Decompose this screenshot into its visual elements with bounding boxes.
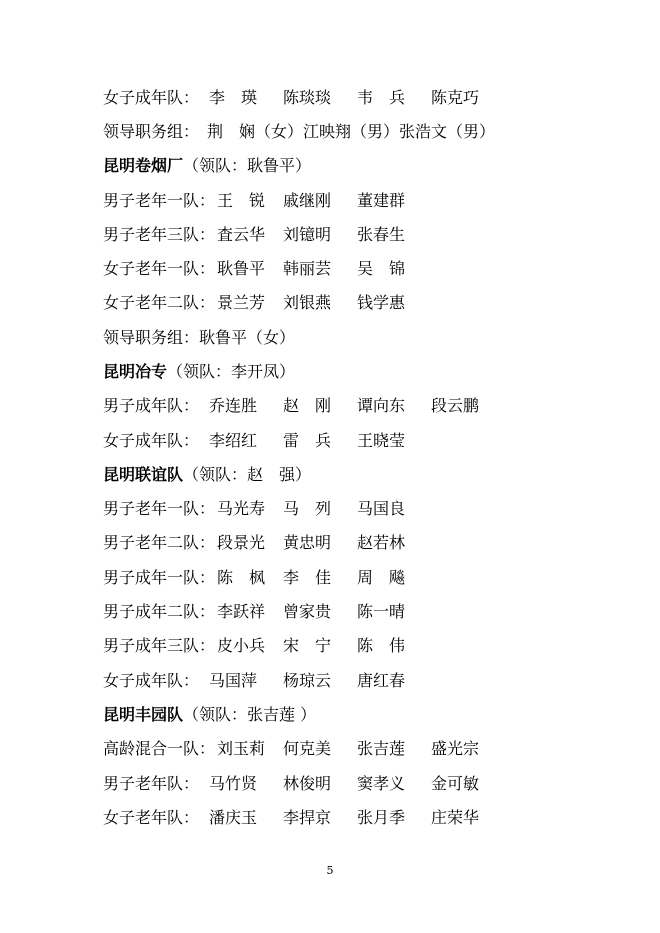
member-name: 皮小兵 (217, 636, 266, 655)
team-label: 女子成年队： (103, 88, 200, 107)
member-name: 段景光 (217, 533, 266, 552)
member-name: 马 列 (283, 499, 332, 518)
member-name: 周 飚 (357, 568, 406, 587)
member-name: 雷 兵 (283, 431, 332, 450)
member-name: 张吉莲 (357, 739, 406, 758)
member-name: 段云鹏 (431, 396, 480, 415)
member-name: 陈 伟 (357, 636, 406, 655)
member-name: 曾家贵 (283, 602, 332, 621)
team-leader: （领队：赵 强） (183, 465, 312, 484)
member-name: 王晓莹 (357, 431, 406, 450)
organization-heading (103, 153, 311, 179)
member-name: 马竹贤 (209, 774, 258, 793)
member-name: 李跃祥 (217, 602, 266, 621)
organization-name: 昆明卷烟厂 (103, 156, 184, 175)
organization-heading (103, 702, 316, 728)
member-name: 谭向东 (357, 396, 406, 415)
member-name: 张春生 (357, 225, 406, 244)
team-label: 男子老年三队： (103, 225, 216, 244)
member-name: 何克美 (283, 739, 332, 758)
team-label: 男子成年一队： (103, 568, 216, 587)
team-label: 男子老年二队： (103, 533, 216, 552)
team-leader: （领队：张吉莲 ） (183, 705, 317, 724)
member-name: 潘庆玉 (209, 808, 258, 827)
member-name: 赵 刚 (283, 396, 332, 415)
organization-heading (103, 359, 295, 385)
roster-text: 领导职务组： 荆 娴（女）江映翔（男）张浩文（男） (103, 122, 496, 141)
member-name: 王 锐 (217, 191, 266, 210)
member-name: 戚继刚 (283, 191, 332, 210)
member-name: 马光寿 (217, 499, 266, 518)
member-name: 钱学惠 (357, 293, 406, 312)
team-leader: （领队：李开凤） (167, 362, 296, 381)
member-name: 黄忠明 (283, 533, 332, 552)
team-label: 男子成年二队： (103, 602, 216, 621)
member-name: 马国萍 (209, 671, 258, 690)
member-name: 窦孝义 (357, 774, 406, 793)
member-name: 刘镱明 (283, 225, 332, 244)
member-name: 李绍红 (209, 431, 258, 450)
team-label: 女子老年队： (103, 808, 200, 827)
member-name: 陈一晴 (357, 602, 406, 621)
member-name: 庄荣华 (431, 808, 480, 827)
team-label: 女子老年二队： (103, 293, 216, 312)
organization-name: 昆明丰园队 (103, 705, 184, 724)
organization-heading (103, 462, 311, 488)
member-name: 陈琰琰 (283, 88, 332, 107)
member-name: 马国良 (357, 499, 406, 518)
member-name: 林俊明 (283, 774, 332, 793)
member-name: 李捍京 (283, 808, 332, 827)
member-name: 吴 锦 (357, 259, 406, 278)
member-name: 张月季 (357, 808, 406, 827)
team-label: 高龄混合一队： (103, 739, 216, 758)
member-name: 宋 宁 (283, 636, 332, 655)
team-label: 女子成年队： (103, 671, 200, 690)
team-label: 男子老年一队： (103, 191, 216, 210)
member-name: 刘玉莉 (217, 739, 266, 758)
member-name: 陈 枫 (217, 568, 266, 587)
member-name: 刘银燕 (283, 293, 332, 312)
team-label: 男子成年三队： (103, 636, 216, 655)
member-name: 韦 兵 (357, 88, 406, 107)
member-name: 韩丽芸 (283, 259, 332, 278)
member-name: 金可敏 (431, 774, 480, 793)
member-name: 耿鲁平 (217, 259, 266, 278)
team-leader: （领队：耿鲁平） (183, 156, 312, 175)
member-name: 乔连胜 (209, 396, 258, 415)
roster-text: 领导职务组：耿鲁平（女） (103, 328, 296, 347)
member-name: 赵若林 (357, 533, 406, 552)
member-name: 杨琼云 (283, 671, 332, 690)
team-label: 男子成年队： (103, 396, 200, 415)
team-label: 男子老年一队： (103, 499, 216, 518)
member-name: 李 佳 (283, 568, 332, 587)
organization-name: 昆明联谊队 (103, 465, 184, 484)
member-name: 陈克巧 (431, 88, 480, 107)
team-label: 男子老年队： (103, 774, 200, 793)
team-label: 女子老年一队： (103, 259, 216, 278)
member-name: 景兰芳 (217, 293, 266, 312)
member-name: 盛光宗 (431, 739, 480, 758)
member-name: 李 瑛 (209, 88, 258, 107)
page-number: 5 (326, 864, 334, 877)
team-label: 女子成年队： (103, 431, 200, 450)
member-name: 唐红春 (357, 671, 406, 690)
member-name: 査云华 (217, 225, 266, 244)
member-name: 董建群 (357, 191, 406, 210)
organization-name: 昆明冶专 (103, 362, 168, 381)
